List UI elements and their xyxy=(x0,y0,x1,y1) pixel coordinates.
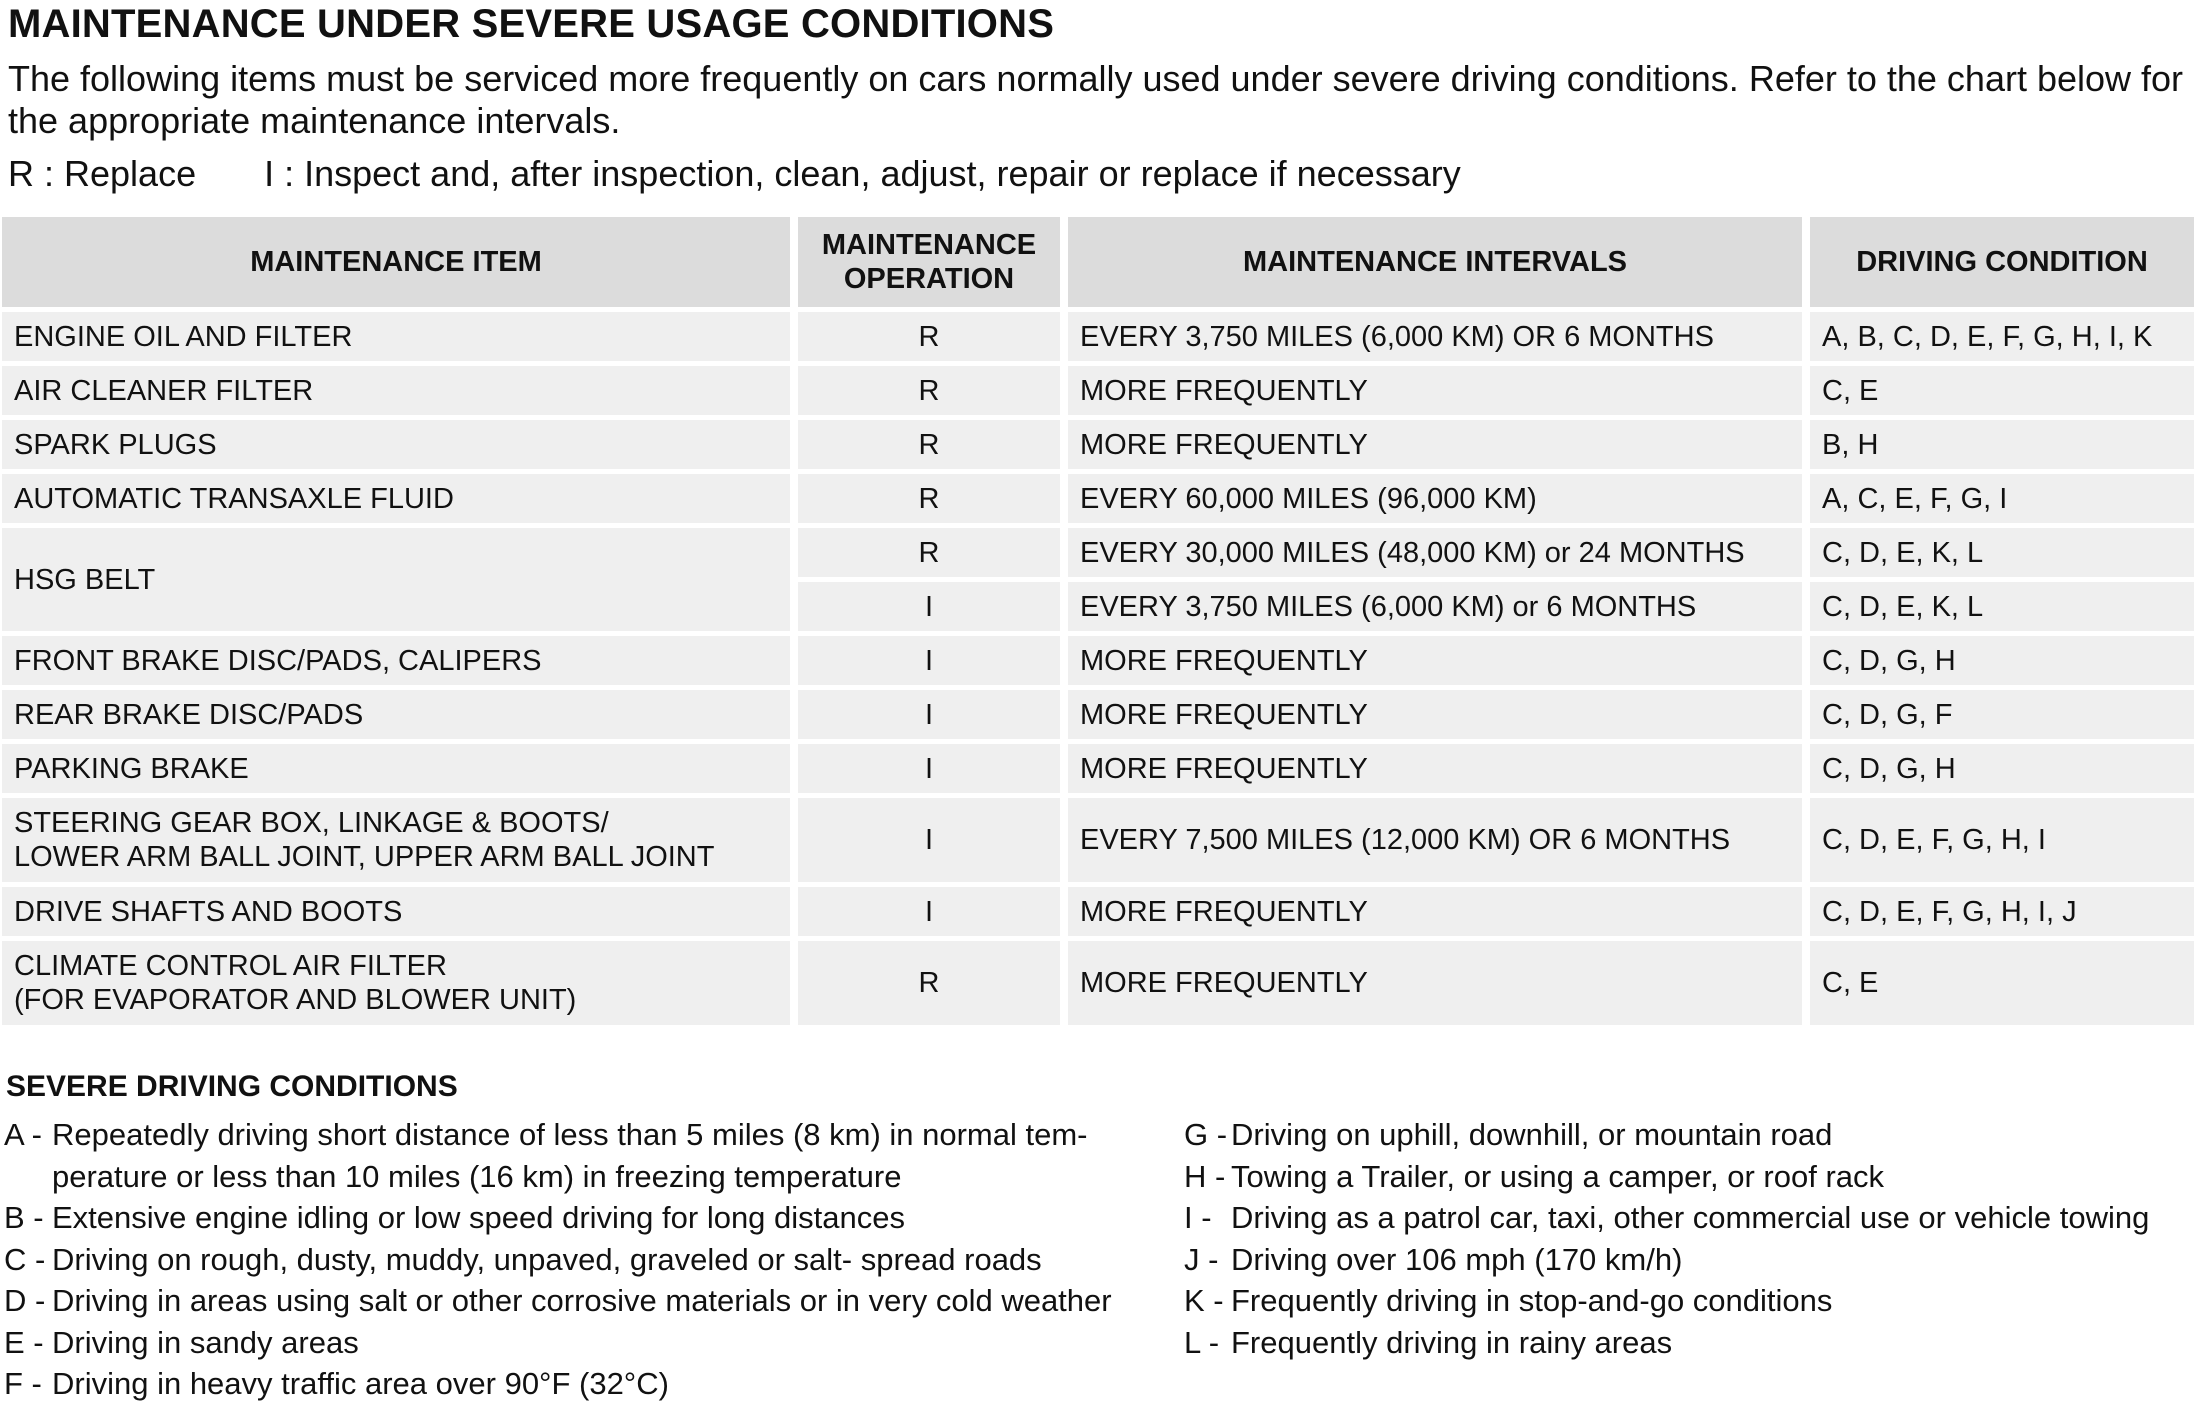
condition-code: F - xyxy=(4,1366,42,1401)
legend-inspect: I : Inspect and, after inspection, clean, adjust, repair or replace if necessary xyxy=(264,153,1461,194)
cell-condition: A, C, E, F, G, I xyxy=(1810,474,2194,523)
maintenance-table xyxy=(0,212,2200,1030)
table-row xyxy=(2,744,2194,793)
cell-operation: I xyxy=(798,887,1060,936)
cell-item: AUTOMATIC TRANSAXLE FLUID xyxy=(2,474,790,523)
cell-interval: EVERY 60,000 MILES (96,000 KM) xyxy=(1068,474,1802,523)
table-row xyxy=(2,528,2194,577)
cell-interval: MORE FREQUENTLY xyxy=(1068,690,1802,739)
condition-code: L - xyxy=(1184,1324,1220,1360)
table-header-row xyxy=(2,217,2194,307)
condition-text: Repeatedly driving short distance of less than 5 miles (8 km) in normal tem-perature or less than 10 miles (16 km) in freezing temperature xyxy=(52,1117,1088,1194)
table-row xyxy=(2,690,2194,739)
condition-item xyxy=(4,1197,1154,1239)
cell-condition: B, H xyxy=(1810,420,2194,469)
condition-item xyxy=(4,1280,1154,1322)
cell-condition: C, E xyxy=(1810,941,2194,1025)
condition-text: Driving over 106 mph (170 km/h) xyxy=(1231,1241,1683,1277)
cell-operation: R xyxy=(798,474,1060,523)
cell-item: REAR BRAKE DISC/PADS xyxy=(2,690,790,739)
condition-code: K - xyxy=(1184,1283,1224,1318)
condition-code: E - xyxy=(4,1324,44,1360)
cell-item-line2: (FOR EVAPORATOR AND BLOWER UNIT) xyxy=(14,984,577,1016)
cell-interval: EVERY 3,750 MILES (6,000 KM) or 6 MONTHS xyxy=(1068,582,1802,631)
cell-operation: R xyxy=(798,420,1060,469)
cell-operation: R xyxy=(798,941,1060,1025)
condition-code: I - xyxy=(1184,1200,1212,1235)
header-operation-line1: MAINTENANCE xyxy=(821,229,1037,261)
cell-operation: R xyxy=(798,312,1060,361)
conditions-list-right xyxy=(1184,1114,2200,1363)
condition-text: Frequently driving in rainy areas xyxy=(1231,1324,1673,1360)
condition-item xyxy=(4,1114,1154,1197)
condition-item xyxy=(1184,1239,2200,1281)
legend-replace: R : Replace xyxy=(8,153,197,194)
cell-condition: C, D, G, H xyxy=(1810,636,2194,685)
condition-text: Frequently driving in stop-and-go conditions xyxy=(1231,1283,1833,1318)
condition-code: C - xyxy=(4,1241,46,1277)
page-title: MAINTENANCE UNDER SEVERE USAGE CONDITIONS xyxy=(8,2,1055,46)
table-row xyxy=(2,887,2194,936)
cell-condition: C, D, E, K, L xyxy=(1810,528,2194,577)
header-operation-line2: OPERATION xyxy=(843,263,1015,295)
cell-interval: EVERY 7,500 MILES (12,000 KM) OR 6 MONTHS xyxy=(1068,798,1802,882)
cell-condition: C, D, G, F xyxy=(1810,690,2194,739)
header-maintenance-item: MAINTENANCE ITEM xyxy=(2,217,790,307)
cell-operation: I xyxy=(798,744,1060,793)
condition-item xyxy=(4,1322,1154,1364)
header-maintenance-intervals: MAINTENANCE INTERVALS xyxy=(1068,217,1802,307)
condition-text: Extensive engine idling or low speed driving for long distances xyxy=(52,1200,905,1235)
table-row xyxy=(2,941,2194,1025)
cell-item: ENGINE OIL AND FILTER xyxy=(2,312,790,361)
condition-text: Driving on rough, dusty, muddy, unpaved, graveled or salt- spread roads xyxy=(52,1241,1042,1277)
table-row xyxy=(2,636,2194,685)
cell-item-line1: CLIMATE CONTROL AIR FILTER xyxy=(14,950,447,982)
table-row xyxy=(2,312,2194,361)
header-driving-condition: DRIVING CONDITION xyxy=(1810,217,2194,307)
condition-item xyxy=(1184,1114,2200,1156)
cell-operation: I xyxy=(798,636,1060,685)
condition-code: A - xyxy=(4,1117,42,1152)
table-row xyxy=(2,798,2194,882)
condition-item xyxy=(4,1239,1154,1281)
cell-interval: MORE FREQUENTLY xyxy=(1068,420,1802,469)
cell-item: AIR CLEANER FILTER xyxy=(2,366,790,415)
cell-item: FRONT BRAKE DISC/PADS, CALIPERS xyxy=(2,636,790,685)
cell-condition: A, B, C, D, E, F, G, H, I, K xyxy=(1810,312,2194,361)
cell-item: DRIVE SHAFTS AND BOOTS xyxy=(2,887,790,936)
condition-code: D - xyxy=(4,1283,46,1318)
condition-code: B - xyxy=(4,1200,44,1235)
condition-code: J - xyxy=(1184,1241,1219,1277)
cell-interval: EVERY 3,750 MILES (6,000 KM) OR 6 MONTHS xyxy=(1068,312,1802,361)
condition-item xyxy=(1184,1280,2200,1322)
cell-item: PARKING BRAKE xyxy=(2,744,790,793)
cell-operation: I xyxy=(798,690,1060,739)
table-row xyxy=(2,474,2194,523)
cell-condition: C, E xyxy=(1810,366,2194,415)
cell-condition: C, D, E, K, L xyxy=(1810,582,2194,631)
intro-paragraph: The following items must be serviced more frequently on cars normally used under severe driving conditions. Refer to the chart below for the appropriate maintenance intervals. xyxy=(8,58,2184,141)
cell-item xyxy=(2,941,790,1025)
cell-item-line2: LOWER ARM BALL JOINT, UPPER ARM BALL JOINT xyxy=(14,841,715,873)
cell-operation: R xyxy=(798,366,1060,415)
cell-item-line1: STEERING GEAR BOX, LINKAGE & BOOTS/ xyxy=(14,807,609,839)
severe-conditions-title: SEVERE DRIVING CONDITIONS xyxy=(6,1070,458,1103)
conditions-list-left xyxy=(4,1114,1154,1405)
table-row xyxy=(2,366,2194,415)
condition-code: H - xyxy=(1184,1158,1226,1194)
cell-condition: C, D, E, F, G, H, I xyxy=(1810,798,2194,882)
cell-interval: MORE FREQUENTLY xyxy=(1068,366,1802,415)
condition-item xyxy=(4,1363,1154,1405)
condition-text: Driving in heavy traffic area over 90°F (32°C) xyxy=(52,1366,669,1401)
condition-item xyxy=(1184,1156,2200,1198)
condition-text: Towing a Trailer, or using a camper, or roof rack xyxy=(1231,1158,1885,1194)
cell-item: SPARK PLUGS xyxy=(2,420,790,469)
table-row xyxy=(2,420,2194,469)
cell-interval: MORE FREQUENTLY xyxy=(1068,887,1802,936)
cell-interval: EVERY 30,000 MILES (48,000 KM) or 24 MONTHS xyxy=(1068,528,1802,577)
condition-text: Driving as a patrol car, taxi, other commercial use or vehicle towing xyxy=(1231,1200,2150,1235)
cell-operation: I xyxy=(798,798,1060,882)
cell-item: HSG BELT xyxy=(2,528,790,631)
condition-code: G - xyxy=(1184,1117,1228,1152)
cell-interval: MORE FREQUENTLY xyxy=(1068,941,1802,1025)
condition-item xyxy=(1184,1322,2200,1364)
header-maintenance-operation xyxy=(798,217,1060,307)
cell-condition: C, D, E, F, G, H, I, J xyxy=(1810,887,2194,936)
operation-legend xyxy=(8,153,1461,195)
condition-item xyxy=(1184,1197,2200,1239)
condition-text: Driving in areas using salt or other corrosive materials or in very cold weather xyxy=(52,1283,1112,1318)
cell-interval: MORE FREQUENTLY xyxy=(1068,636,1802,685)
cell-operation: R xyxy=(798,528,1060,577)
cell-interval: MORE FREQUENTLY xyxy=(1068,744,1802,793)
condition-text: Driving in sandy areas xyxy=(52,1324,359,1360)
cell-condition: C, D, G, H xyxy=(1810,744,2194,793)
cell-item xyxy=(2,798,790,882)
cell-operation: I xyxy=(798,582,1060,631)
condition-text: Driving on uphill, downhill, or mountain road xyxy=(1231,1117,1833,1152)
